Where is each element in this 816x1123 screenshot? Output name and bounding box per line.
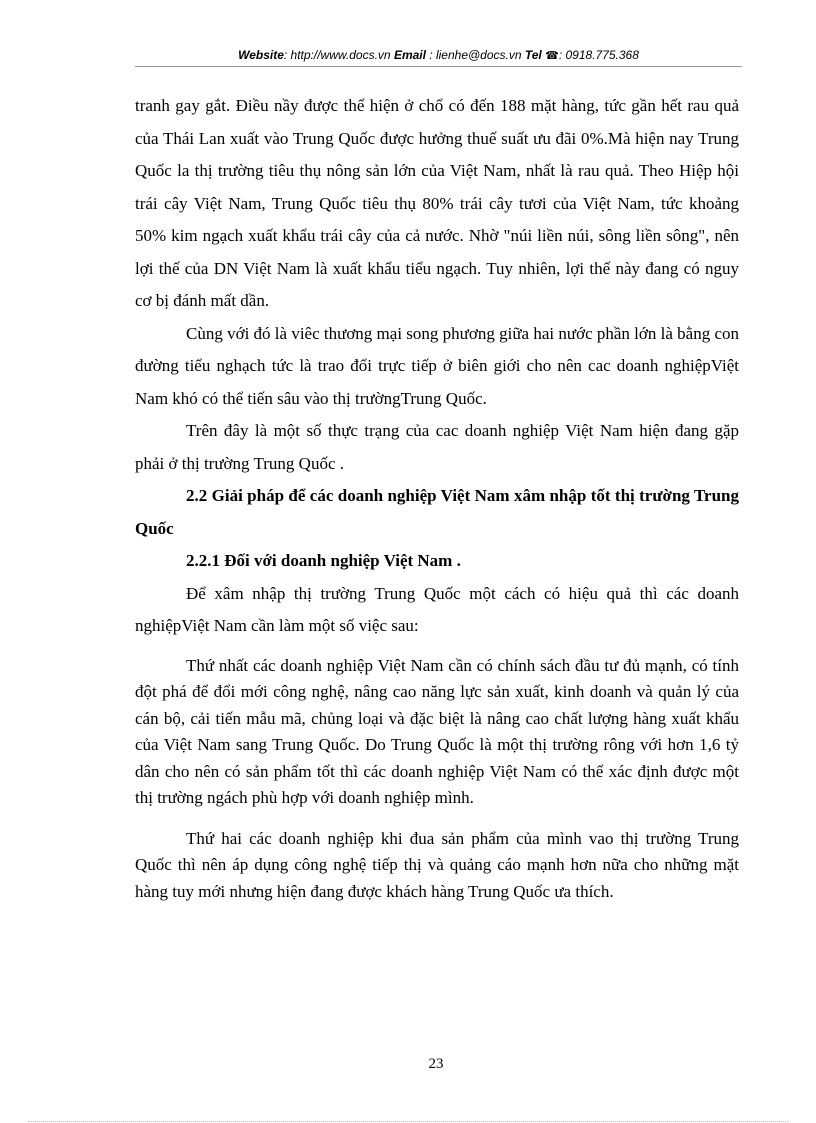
document-body (135, 90, 739, 905)
section-heading-2-2: 2.2 Giải pháp để các doanh nghiệp Việt Nam xâm nhập tốt thị trường Trung Quốc (135, 486, 739, 538)
tel-value: : 0918.775.368 (558, 48, 639, 62)
paragraph-solutions-intro: Để xâm nhập thị trường Trung Quốc một cách có hiệu quả thì các doanh nghiệpViệt Nam cần làm một số việc sau: (135, 583, 739, 635)
paragraph-second-solution: Thứ hai các doanh nghiệp khi đua sản phẩm của mình vao thị trường Trung Quốc thì nên áp dụng công nghệ tiếp thị và quảng cáo mạnh hơn nữa cho những mặt hàng tuy mới nhưng hiện đang được khách hàng Trung Quốc ưa thích. (135, 828, 739, 901)
paragraph-summary: Trên đây là một số thực trạng của cac doanh nghiệp Việt Nam hiện đang gặp phải ở thị trường Trung Quốc . (135, 421, 739, 473)
email-value: : lienhe@docs.vn (429, 48, 522, 62)
paragraph-first-solution: Thứ nhất các doanh nghiệp Việt Nam cần có chính sách đầu tư đủ mạnh, có tính đột phá để đổi mới công nghệ, nâng cao năng lực sản xuất, kinh doanh và quản lý của cán bộ, cải tiến mẫu mã, chủng loại và đặc biệt là nâng cao chất lượng hàng xuất khẩu của Việt Nam sang Trung Quốc. Do Trung Quốc là một thị trường rông với hơn 1,6 tỷ dân cho nên có sản phẩm tốt thì các doanh nghiệp Việt Nam có thể xác định được một thị trường ngách phù hợp với doanh nghiệp mình. (135, 655, 739, 807)
website-label: Website (238, 48, 284, 62)
paragraph-intro: tranh gay gắt. Điều nầy được thể hiện ở chổ có đến 188 mặt hàng, tức gần hết rau quả của Thái Lan xuất vào Trung Quốc được hưởng thuế suất ưu đãi 0%.Mà hiện nay Trung Quốc la thị trường tiêu thụ nông sản lớn của Việt Nam, nhất là rau quả. Theo Hiệp hội trái cây Việt Nam, Trung Quốc tiêu thụ 80% trái cây tươi của Việt Nam, tức khoảng 50% kim ngạch xuất khẩu trái cây của cả nước. Nhờ "núi liền núi, sông liền sông", nên lợi thế của DN Việt Nam là xuất khẩu tiểu ngạch. Tuy nhiên, lợi thế này đang có nguy cơ bị đánh mất dần. (135, 96, 739, 310)
tel-label: Tel (524, 48, 542, 62)
phone-icon: ☎ (545, 50, 559, 62)
page-number: 23 (428, 1056, 444, 1072)
footer-divider (28, 1121, 788, 1122)
page-header (135, 47, 742, 64)
subsection-heading-2-2-1: 2.2.1 Đối với doanh nghiệp Việt Nam . (186, 551, 461, 570)
paragraph-bilateral-trade: Cùng với đó là viêc thương mại song phương giữa hai nước phần lớn là bằng con đường tiểu nghạch tức là trao đổi trực tiếp ở biên giới cho nên cac doanh nghiệpViệt Nam khó có thể tiến sâu vào thị trườngTrung Quốc. (135, 323, 739, 408)
website-value: : http://www.docs.vn (283, 48, 391, 62)
header-divider (135, 66, 742, 67)
email-label: Email (393, 48, 426, 62)
